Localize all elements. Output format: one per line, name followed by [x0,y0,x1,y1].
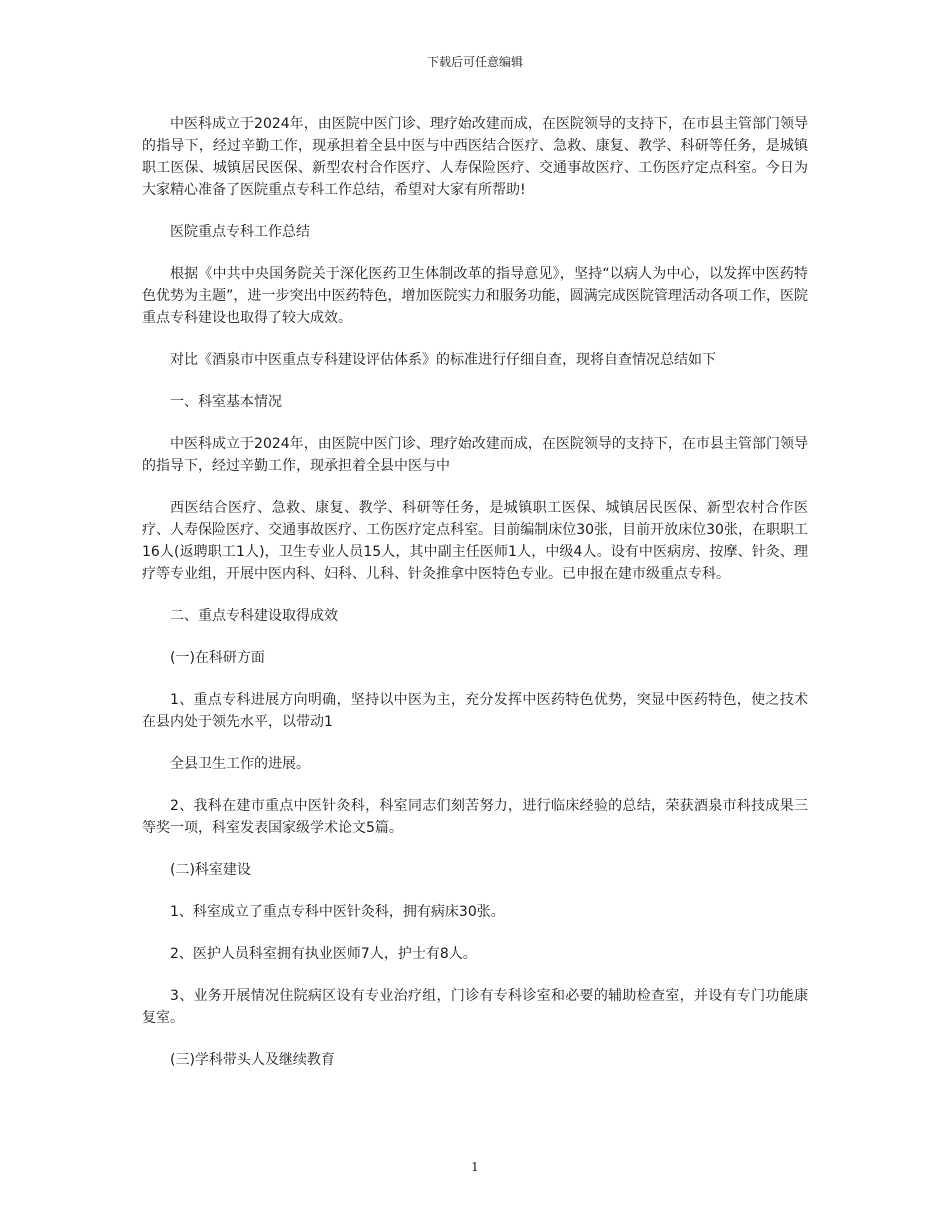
page-number: 1 [471,1160,479,1174]
list-item: 2、我科在建市重点中医针灸科，科室同志们刻苦努力，进行临床经验的总结，荣获酒泉市科技成果三等奖一项，科室发表国家级学术论文5篇。 [142,798,808,836]
document-body [142,113,808,1091]
intro-paragraph: 中医科成立于2024年，由医院中医门诊、理疗始改建而成，在医院领导的支持下，在市县主管部门领导的指导下，经过辛勤工作，现承担着全县中医与中西医结合医疗、急救、康复、教学、科研等任务，是城镇职工医保、城镇居民医保、新型农村合作医疗、人寿保险医疗、交通事故医疗、工伤医疗定点科室。今日为大家精心准备了医院重点专科工作总结，希望对大家有所帮助! [142,116,808,198]
body-paragraph: 对比《酒泉市中医重点专科建设评估体系》的标准进行仔细自查，现将自查情况总结如下 [170,352,716,368]
subsection-heading: (二)科室建设 [170,862,251,878]
list-item: 2、医护人员科室拥有执业医师7人，护士有8人。 [170,946,477,962]
document-title: 医院重点专科工作总结 [170,224,310,240]
list-item: 3、业务开展情况住院病区设有专业治疗组，门诊有专科诊室和必要的辅助检查室，并设有专门功能康复室。 [142,988,808,1026]
body-paragraph: 中医科成立于2024年，由医院中医门诊、理疗始改建而成，在医院领导的支持下，在市县主管部门领导的指导下，经过辛勤工作，现承担着全县中医与中 [142,436,808,474]
subsection-heading: (一)在科研方面 [170,650,265,666]
body-paragraph: 根据《中共中央国务院关于深化医药卫生体制改革的指导意见》，坚持“以病人为中心，以发挥中医药特色优势为主题”，进一步突出中医药特色，增加医院实力和服务功能，圆满完成医院管理活动各项工作，医院重点专科建设也取得了较大成效。 [142,266,808,326]
subsection-heading: (三)学科带头人及继续教育 [170,1052,335,1068]
section-heading: 一、科室基本情况 [170,394,282,410]
section-heading: 二、重点专科建设取得成效 [170,608,338,624]
list-item: 1、重点专科进展方向明确，坚持以中医为主，充分发挥中医药特色优势，突显中医药特色，使之技术在县内处于领先水平，以带动1 [142,692,808,730]
body-paragraph: 西医结合医疗、急救、康复、教学、科研等任务，是城镇职工医保、城镇居民医保、新型农村合作医疗、人寿保险医疗、交通事故医疗、工伤医疗定点科室。目前编制床位30张，目前开放床位30张，在职职工16人(返聘职工1人)，卫生专业人员15人，其中副主任医师1人，中级4人。设有中医病房、按摩、针灸、理疗等专业组，开展中医内科、妇科、儿科、针灸推拿中医特色专业。已申报在建市级重点专科。 [142,500,808,582]
page-header: 下载后可任意编辑 [426,55,523,69]
list-item: 1、科室成立了重点专科中医针灸科，拥有病床30张。 [170,904,505,920]
body-paragraph: 全县卫生工作的进展。 [170,756,310,772]
